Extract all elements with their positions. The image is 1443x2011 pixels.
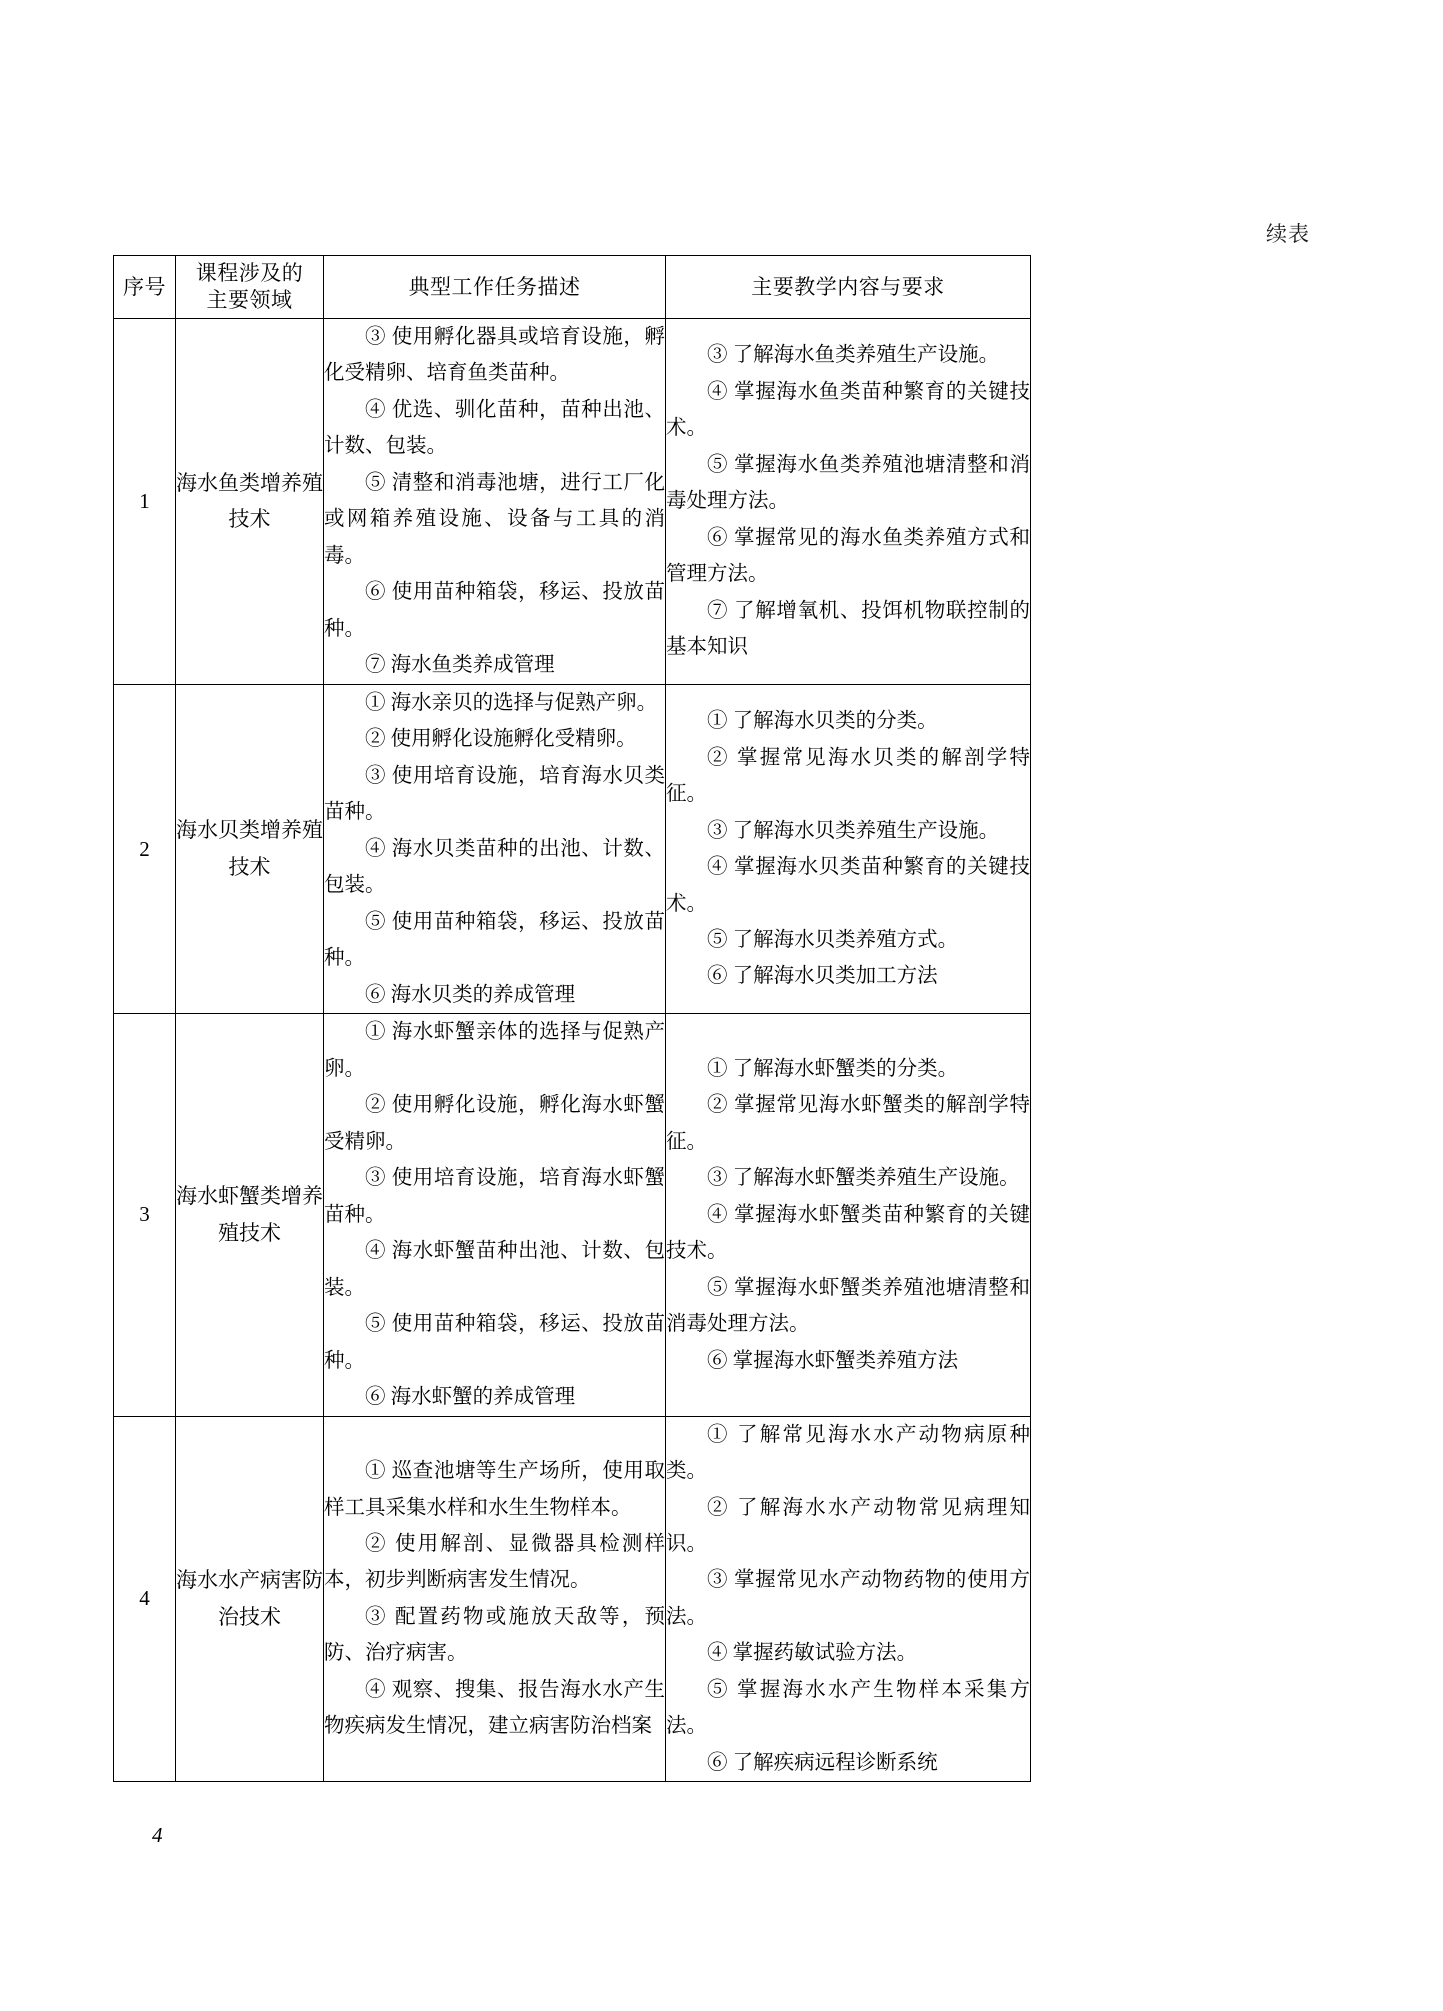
teaching-item: ⑤ 了解海水贝类养殖方式。: [707, 928, 959, 951]
column-header-field: [176, 256, 324, 319]
row-number: 2: [114, 684, 176, 1013]
table-row: [114, 319, 1031, 685]
teaching-item: ⑥ 了解疾病远程诊断系统: [707, 1751, 938, 1774]
column-header-teaching: 主要教学内容与要求: [666, 256, 1031, 319]
task-item: ⑥ 使用苗种箱袋，移运、投放苗种。: [324, 581, 665, 640]
teaching-item: ② 掌握常见海水虾蟹类的解剖学特征。: [666, 1094, 1030, 1153]
task-item: ⑤ 清整和消毒池塘，进行工厂化或网箱养殖设施、设备与工具的消毒。: [324, 471, 665, 567]
task-item: ② 使用孵化设施，孵化海水虾蟹受精卵。: [324, 1094, 665, 1153]
teaching-item: ④ 掌握药敏试验方法。: [707, 1642, 918, 1665]
table-row: [114, 684, 1031, 1013]
teaching-item: ③ 了解海水鱼类养殖生产设施。: [707, 344, 1000, 367]
row-tasks: [324, 684, 666, 1013]
table-row: [114, 1014, 1031, 1416]
row-number: 3: [114, 1014, 176, 1416]
column-header-field-line2: 主要领域: [206, 288, 293, 312]
row-field: 海水鱼类增养殖技术: [176, 319, 324, 685]
teaching-item: ⑤ 掌握海水鱼类养殖池塘清整和消毒处理方法。: [666, 453, 1030, 513]
teaching-item: ④ 掌握海水鱼类苗种繁育的关键技术。: [666, 380, 1030, 440]
row-number: 4: [114, 1416, 176, 1782]
row-field: 海水水产病害防治技术: [176, 1416, 324, 1782]
column-header-task: 典型工作任务描述: [324, 256, 666, 319]
task-item: ⑦ 海水鱼类养成管理: [365, 654, 555, 677]
row-teaching: [666, 1416, 1031, 1782]
table-header-row: [114, 256, 1031, 319]
teaching-item: ③ 了解海水虾蟹类养殖生产设施。: [707, 1167, 1020, 1190]
task-item: ④ 海水虾蟹苗种出池、计数、包装。: [324, 1240, 665, 1299]
task-item: ④ 观察、搜集、报告海水水产生物疾病发生情况，建立病害防治档案: [324, 1678, 665, 1738]
task-item: ⑤ 使用苗种箱袋，移运、投放苗种。: [324, 910, 665, 970]
curriculum-table: [113, 255, 1031, 1782]
row-teaching: [666, 319, 1031, 685]
row-teaching: [666, 1014, 1031, 1416]
task-item: ③ 使用孵化器具或培育设施，孵化受精卵、培育鱼类苗种。: [324, 326, 665, 385]
row-tasks: [324, 319, 666, 685]
task-item: ③ 使用培育设施，培育海水虾蟹苗种。: [324, 1167, 665, 1226]
row-tasks: [324, 1416, 666, 1782]
table-header: [114, 256, 1031, 319]
teaching-item: ⑥ 掌握常见的海水鱼类养殖方式和管理方法。: [666, 526, 1030, 586]
row-field: 海水虾蟹类增养殖技术: [176, 1014, 324, 1416]
table-body: [114, 319, 1031, 1782]
task-item: ⑥ 海水虾蟹的养成管理: [365, 1386, 576, 1409]
table-row: [114, 1416, 1031, 1782]
teaching-item: ① 了解海水贝类的分类。: [707, 710, 938, 733]
task-item: ⑤ 使用苗种箱袋，移运、投放苗种。: [324, 1313, 665, 1372]
teaching-item: ⑥ 掌握海水虾蟹类养殖方法: [707, 1349, 959, 1372]
teaching-item: ⑤ 掌握海水水产生物样本采集方法。: [666, 1678, 1030, 1738]
task-item: ① 海水虾蟹亲体的选择与促熟产卵。: [324, 1021, 665, 1080]
task-item: ③ 配置药物或施放天敌等，预防、治疗病害。: [324, 1605, 665, 1665]
column-header-field-line1: 课程涉及的: [195, 261, 304, 286]
teaching-item: ④ 掌握海水虾蟹类苗种繁育的关键技术。: [666, 1203, 1030, 1263]
column-header-no: 序号: [114, 256, 176, 319]
task-item: ① 海水亲贝的选择与促熟产卵。: [365, 691, 658, 714]
row-field: 海水贝类增养殖技术: [176, 684, 324, 1013]
task-item: ② 使用孵化设施孵化受精卵。: [365, 728, 637, 751]
task-item: ① 巡查池塘等生产场所，使用取样工具采集水样和水生生物样本。: [324, 1460, 665, 1519]
teaching-item: ① 了解海水虾蟹类的分类。: [707, 1057, 959, 1080]
teaching-item: ③ 掌握常见水产动物药物的使用方法。: [666, 1569, 1030, 1628]
teaching-item: ② 掌握常见海水贝类的解剖学特征。: [666, 746, 1030, 806]
row-tasks: [324, 1014, 666, 1416]
page-number: 4: [152, 1823, 163, 1847]
teaching-item: ① 了解常见海水水产动物病原种类。: [666, 1423, 1030, 1483]
teaching-item: ⑥ 了解海水贝类加工方法: [707, 965, 938, 988]
task-item: ③ 使用培育设施，培育海水贝类苗种。: [324, 764, 665, 824]
task-item: ④ 海水贝类苗种的出池、计数、包装。: [324, 837, 665, 897]
teaching-item: ② 了解海水水产动物常见病理知识。: [666, 1496, 1030, 1555]
row-number: 1: [114, 319, 176, 685]
task-item: ④ 优选、驯化苗种，苗种出池、计数、包装。: [324, 398, 665, 458]
task-item: ② 使用解剖、显微器具检测样本，初步判断病害发生情况。: [324, 1532, 665, 1592]
teaching-item: ④ 掌握海水贝类苗种繁育的关键技术。: [666, 856, 1030, 915]
row-teaching: [666, 684, 1031, 1013]
teaching-item: ③ 了解海水贝类养殖生产设施。: [707, 819, 1000, 842]
continued-table-label: 续表: [1266, 222, 1310, 246]
teaching-item: ⑤ 掌握海水虾蟹类养殖池塘清整和消毒处理方法。: [666, 1276, 1030, 1336]
task-item: ⑥ 海水贝类的养成管理: [365, 983, 576, 1006]
teaching-item: ⑦ 了解增氧机、投饵机物联控制的基本知识: [666, 599, 1030, 659]
